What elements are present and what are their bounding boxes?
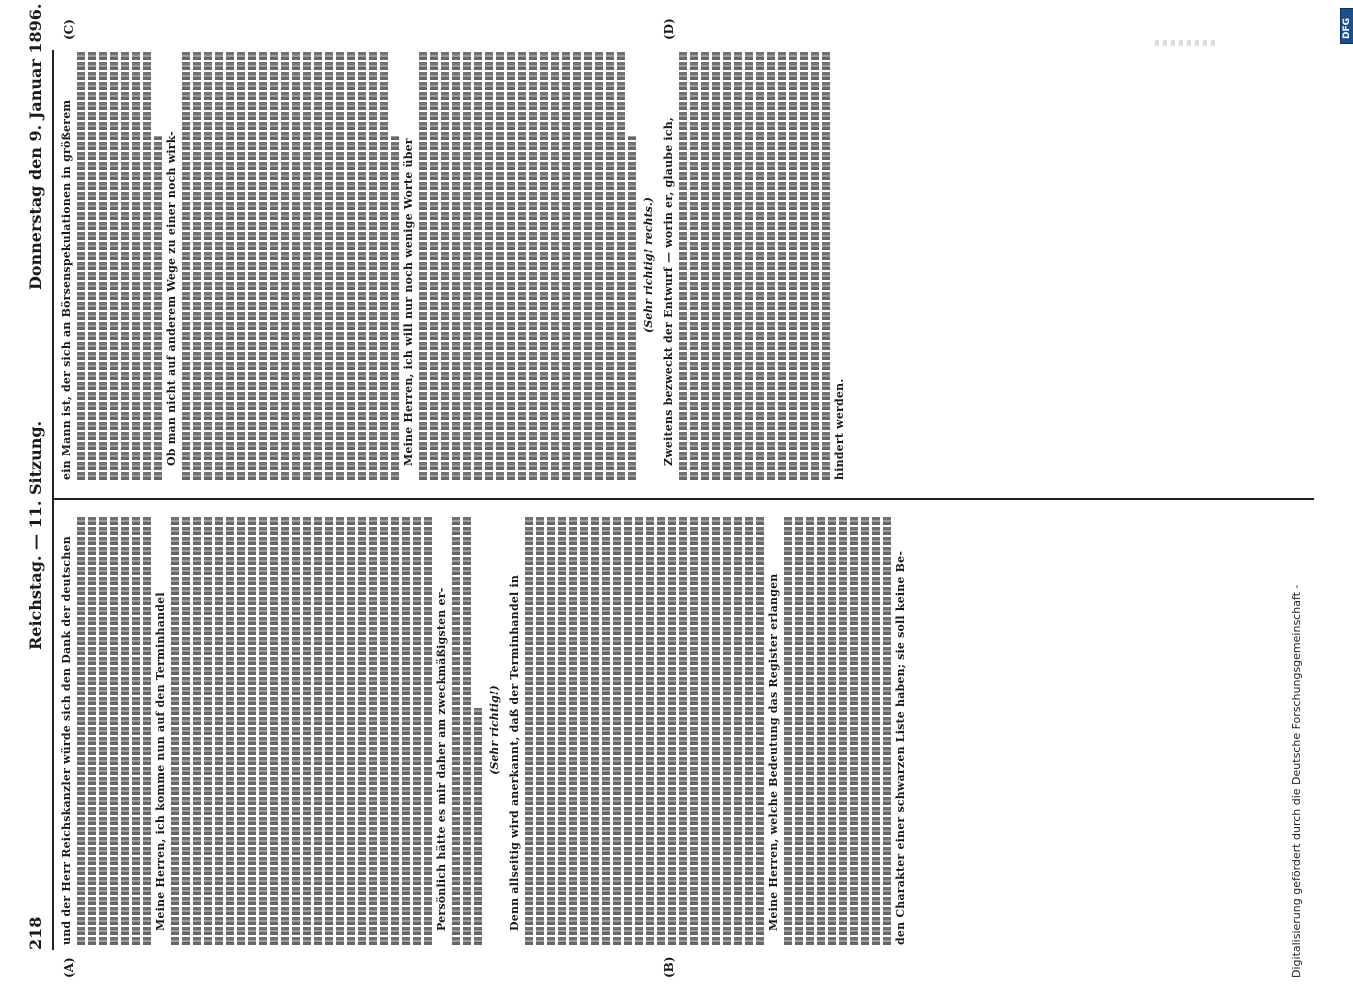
left-column	[60, 515, 1310, 945]
text-line	[182, 50, 190, 480]
text-line	[270, 50, 278, 480]
text-line	[182, 515, 190, 945]
text-line	[800, 50, 808, 480]
right-p2-first-line: Ob man nicht auf anderem Wege zu einer noch wirk-	[165, 131, 178, 466]
dfg-logo	[1340, 8, 1353, 44]
session-title: Reichstag. — 11. Sitzung.	[26, 420, 45, 650]
text-line	[883, 515, 891, 945]
right-p3-first-line: Meine Herren, ich will nur noch wenige Worte über	[402, 138, 415, 466]
text-line	[525, 515, 533, 945]
column-divider	[54, 498, 1314, 500]
text-line	[430, 50, 438, 480]
text-line	[99, 515, 107, 945]
text-line	[292, 50, 300, 480]
margin-letter-a: (A)	[62, 957, 76, 978]
right-p4-last-line: hindert werden.	[833, 378, 846, 480]
text-line	[204, 50, 212, 480]
interjection-sehr-richtig: (Sehr richtig!)	[488, 685, 501, 775]
text-line	[380, 515, 388, 945]
left-paragraph-2	[154, 515, 168, 945]
text-line	[132, 515, 140, 945]
text-line	[518, 50, 526, 480]
text-line	[861, 515, 869, 945]
text-line	[248, 515, 256, 945]
margin-letter-b: (B)	[662, 956, 676, 978]
page-header	[22, 3, 48, 950]
text-line	[314, 515, 322, 945]
text-line	[496, 50, 504, 480]
text-line	[358, 515, 366, 945]
text-line	[584, 50, 592, 480]
text-line	[143, 50, 151, 480]
text-line	[226, 50, 234, 480]
text-line	[679, 515, 687, 945]
text-line	[303, 515, 311, 945]
text-line	[756, 50, 764, 480]
dfg-logo-text: DFG	[1342, 17, 1352, 39]
text-line	[701, 515, 709, 945]
text-line	[806, 515, 814, 945]
left-p4-first-line: Denn allseitig wird anerkannt, daß der Terminhandel in	[508, 574, 521, 931]
text-line	[679, 50, 687, 480]
left-p1-first-line: und der Herr Reichskanzler würde sich den Dank der deutschen	[60, 536, 73, 945]
text-line	[369, 515, 377, 945]
text-line	[723, 50, 731, 480]
text-line	[413, 515, 421, 945]
text-line	[507, 50, 515, 480]
text-line	[336, 50, 344, 480]
text-line	[121, 515, 129, 945]
text-line	[336, 515, 344, 945]
text-line	[569, 515, 577, 945]
text-line	[690, 515, 698, 945]
left-p2-first-line: Meine Herren, ich komme nun auf den Terminhandel	[154, 592, 167, 931]
text-line	[723, 515, 731, 945]
text-line	[617, 50, 625, 480]
text-line	[402, 515, 410, 945]
text-line	[204, 515, 212, 945]
text-line	[573, 50, 581, 480]
interjection-sehr-richtig-rechts: (Sehr richtig! rechts.)	[642, 197, 655, 333]
text-line	[558, 515, 566, 945]
text-line	[795, 515, 803, 945]
text-line	[635, 515, 643, 945]
text-line	[822, 50, 830, 480]
text-line	[292, 515, 300, 945]
text-line	[850, 515, 858, 945]
text-line	[591, 515, 599, 945]
text-line	[624, 515, 632, 945]
text-line	[734, 50, 742, 480]
text-line	[226, 515, 234, 945]
right-p1-first-line: ein Mann ist, der sich an Börsenspekulationen in größerem	[60, 99, 73, 480]
text-line	[143, 515, 151, 945]
text-line	[391, 515, 399, 945]
text-line	[314, 50, 322, 480]
text-line	[789, 50, 797, 480]
text-line	[734, 515, 742, 945]
right-paragraph-1	[60, 50, 74, 480]
text-line	[215, 50, 223, 480]
credit-text: Digitalisierung gefördert durch die Deutsche Forschungsgemeinschaft -	[1290, 584, 1303, 978]
text-line	[562, 50, 570, 480]
text-line	[628, 50, 636, 480]
text-line	[606, 50, 614, 480]
text-line	[325, 50, 333, 480]
text-line	[424, 515, 432, 945]
text-line	[171, 515, 179, 945]
text-line	[463, 515, 471, 945]
text-line	[259, 50, 267, 480]
text-line	[237, 50, 245, 480]
text-line	[452, 50, 460, 480]
text-line	[358, 50, 366, 480]
scan-speck	[1155, 40, 1215, 46]
text-line	[701, 50, 709, 480]
text-line	[485, 50, 493, 480]
text-line	[872, 515, 880, 945]
text-line	[88, 50, 96, 480]
text-line	[613, 515, 621, 945]
text-line	[154, 50, 162, 480]
text-line	[99, 50, 107, 480]
right-p4-first-line: Zweitens bezweckt der Entwurf — worin er, glaube ich,	[662, 117, 675, 466]
margin-letter-d: (D)	[662, 18, 676, 40]
left-p5-last-line: den Charakter einer schwarzen Liste haben; sie soll keine Be-	[894, 550, 907, 945]
left-p3-first-line: Persönlich hätte es mir daher am zweckmäßigsten er-	[435, 587, 448, 931]
left-p5-first-line: Meine Herren, welche Bedeutung das Register erlangen	[767, 573, 780, 931]
text-line	[77, 50, 85, 480]
text-line	[121, 50, 129, 480]
text-line	[347, 515, 355, 945]
text-line	[193, 50, 201, 480]
left-paragraph-3	[435, 515, 449, 945]
text-line	[380, 50, 388, 480]
text-line	[767, 50, 775, 480]
text-line	[745, 515, 753, 945]
text-line	[281, 515, 289, 945]
text-line	[745, 50, 753, 480]
text-line	[712, 50, 720, 480]
text-line	[441, 50, 449, 480]
text-line	[756, 515, 764, 945]
text-line	[657, 515, 665, 945]
text-line	[540, 50, 548, 480]
right-paragraph-4	[662, 50, 676, 480]
header-rule	[52, 50, 54, 950]
text-line	[391, 50, 399, 480]
text-line	[784, 515, 792, 945]
text-line	[325, 515, 333, 945]
text-line	[712, 515, 720, 945]
text-line	[474, 515, 482, 945]
text-line	[668, 515, 676, 945]
text-line	[215, 515, 223, 945]
right-column	[60, 50, 1310, 480]
text-line	[580, 515, 588, 945]
text-line	[259, 515, 267, 945]
left-paragraph-1	[60, 515, 151, 945]
text-line	[303, 50, 311, 480]
text-line	[474, 50, 482, 480]
text-line	[110, 50, 118, 480]
text-line	[419, 50, 427, 480]
text-line	[88, 515, 96, 945]
text-line	[248, 50, 256, 480]
right-paragraph-3	[402, 50, 416, 480]
text-line	[452, 515, 460, 945]
text-line	[193, 515, 201, 945]
left-paragraph-5	[767, 515, 781, 945]
right-paragraph-2	[165, 50, 179, 480]
text-line	[602, 515, 610, 945]
page-number: 218	[26, 916, 45, 950]
digitization-credit	[1270, 20, 1310, 980]
text-line	[547, 515, 555, 945]
text-line	[817, 515, 825, 945]
text-line	[828, 515, 836, 945]
text-line	[529, 50, 537, 480]
text-line	[690, 50, 698, 480]
text-line	[270, 515, 278, 945]
text-line	[132, 50, 140, 480]
text-line	[369, 50, 377, 480]
session-date: Donnerstag den 9. Januar 1896.	[26, 3, 45, 290]
margin-letter-c: (C)	[62, 19, 76, 40]
text-line	[463, 50, 471, 480]
text-line	[551, 50, 559, 480]
text-line	[536, 515, 544, 945]
text-line	[110, 515, 118, 945]
rotated-page	[22, 3, 1322, 978]
text-line	[646, 515, 654, 945]
text-line	[595, 50, 603, 480]
text-line	[77, 515, 85, 945]
text-line	[839, 515, 847, 945]
text-line	[281, 50, 289, 480]
text-line	[811, 50, 819, 480]
text-line	[778, 50, 786, 480]
text-line	[237, 515, 245, 945]
text-line	[347, 50, 355, 480]
left-paragraph-4	[508, 515, 522, 945]
